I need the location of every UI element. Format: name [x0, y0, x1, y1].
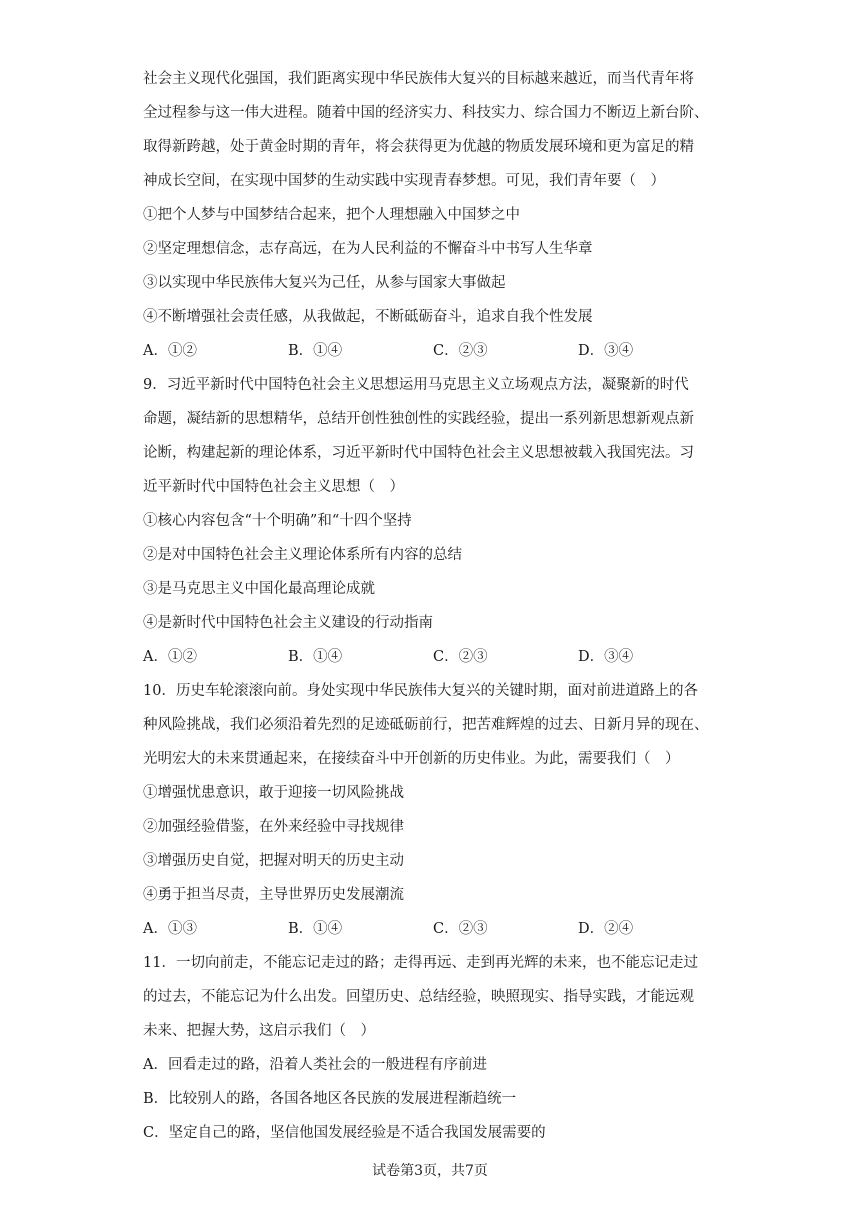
q11-stem-line: 11．一切向前走，不能忘记走过的路；走得再远、走到再光辉的未来，也不能忘记走过 — [143, 955, 698, 971]
q10-item: ①增强忧患意识，敢于迎接一切风险挑战 — [143, 785, 404, 801]
q8-option-a: A．①② — [143, 343, 197, 359]
q9-options — [143, 640, 723, 674]
q9-stem-line: 近平新时代中国特色社会主义思想（ ） — [143, 479, 404, 495]
q11-option-b: B．比较别人的路，各国各地区各民族的发展进程渐趋统一 — [143, 1091, 517, 1107]
q8-stem-line: 取得新跨越，处于黄金时期的青年，将会获得更为优越的物质发展环境和更为富足的精 — [143, 139, 694, 155]
q9-item: ④是新时代中国特色社会主义建设的行动指南 — [143, 615, 433, 631]
question-10 — [143, 674, 723, 946]
q8-item: ③以实现中华民族伟大复兴为己任，从参与国家大事做起 — [143, 275, 506, 291]
q10-options — [143, 912, 723, 946]
q10-stem-line: 种风险挑战，我们必须沿着先烈的足迹砥砺前行，把苦难辉煌的过去、日新月异的现在、 — [143, 717, 709, 733]
question-8-tail — [143, 62, 723, 368]
q8-stem-line: 社会主义现代化强国，我们距离实现中华民族伟大复兴的目标越来越近，而当代青年将 — [143, 71, 694, 87]
q8-stem-line: 全过程参与这一伟大进程。随着中国的经济实力、科技实力、综合国力不断迈上新台阶、 — [143, 105, 709, 121]
q9-item: ①核心内容包含“十个明确”和“十四个坚持 — [143, 513, 412, 529]
q9-stem-line: 命题，凝结新的思想精华，总结开创性独创性的实践经验，提出一系列新思想新观点新 — [143, 411, 694, 427]
q8-stem-line: 神成长空间，在实现中国梦的生动实践中实现青春梦想。可见，我们青年要（ ） — [143, 173, 665, 189]
q10-stem-line: 光明宏大的未来贯通起来，在接续奋斗中开创新的历史伟业。为此，需要我们（ ） — [143, 751, 680, 767]
q9-option-c: C．②③ — [433, 649, 488, 665]
page-footer: 试卷第3页，共7页 — [372, 1163, 488, 1179]
question-11 — [143, 946, 723, 1150]
question-9 — [143, 368, 723, 674]
q10-stem-line: 10．历史车轮滚滚向前。身处实现中华民族伟大复兴的关键时期，面对前进道路上的各 — [143, 683, 698, 699]
q9-item: ③是马克思主义中国化最高理论成就 — [143, 581, 375, 597]
q11-option-c: C．坚定自己的路，坚信他国发展经验是不适合我国发展需要的 — [143, 1125, 546, 1141]
q9-option-b: B．①④ — [288, 649, 343, 665]
q10-option-d: D．②④ — [578, 921, 634, 937]
q10-item: ③增强历史自觉，把握对明天的历史主动 — [143, 853, 404, 869]
q8-options — [143, 334, 723, 368]
q11-stem-line: 的过去，不能忘记为什么出发。回望历史、总结经验，映照现实、指导实践，才能远观 — [143, 989, 694, 1005]
q9-stem-line: 论断，构建起新的理论体系，习近平新时代中国特色社会主义思想被载入我国宪法。习 — [143, 445, 694, 461]
q9-option-d: D．③④ — [578, 649, 634, 665]
page-content — [143, 62, 723, 1150]
q9-item: ②是对中国特色社会主义理论体系所有内容的总结 — [143, 547, 462, 563]
q10-option-a: A．①③ — [143, 921, 197, 937]
q10-item: ④勇于担当尽责，主导世界历史发展潮流 — [143, 887, 404, 903]
q9-stem-line: 9．习近平新时代中国特色社会主义思想运用马克思主义立场观点方法，凝聚新的时代 — [143, 377, 689, 393]
q8-item: ①把个人梦与中国梦结合起来，把个人理想融入中国梦之中 — [143, 207, 520, 223]
q9-option-a: A．①② — [143, 649, 197, 665]
q8-option-b: B．①④ — [288, 343, 343, 359]
q10-option-c: C．②③ — [433, 921, 488, 937]
q8-item: ②坚定理想信念，志存高远，在为人民利益的不懈奋斗中书写人生华章 — [143, 241, 593, 257]
q8-option-d: D．③④ — [578, 343, 634, 359]
q10-item: ②加强经验借鉴，在外来经验中寻找规律 — [143, 819, 404, 835]
q8-option-c: C．②③ — [433, 343, 488, 359]
q8-item: ④不断增强社会责任感，从我做起，不断砥砺奋斗，追求自我个性发展 — [143, 309, 593, 325]
q10-option-b: B．①④ — [288, 921, 343, 937]
q11-option-a: A．回看走过的路，沿着人类社会的一般进程有序前进 — [143, 1057, 487, 1073]
q11-stem-line: 未来、把握大势，这启示我们（ ） — [143, 1023, 375, 1039]
